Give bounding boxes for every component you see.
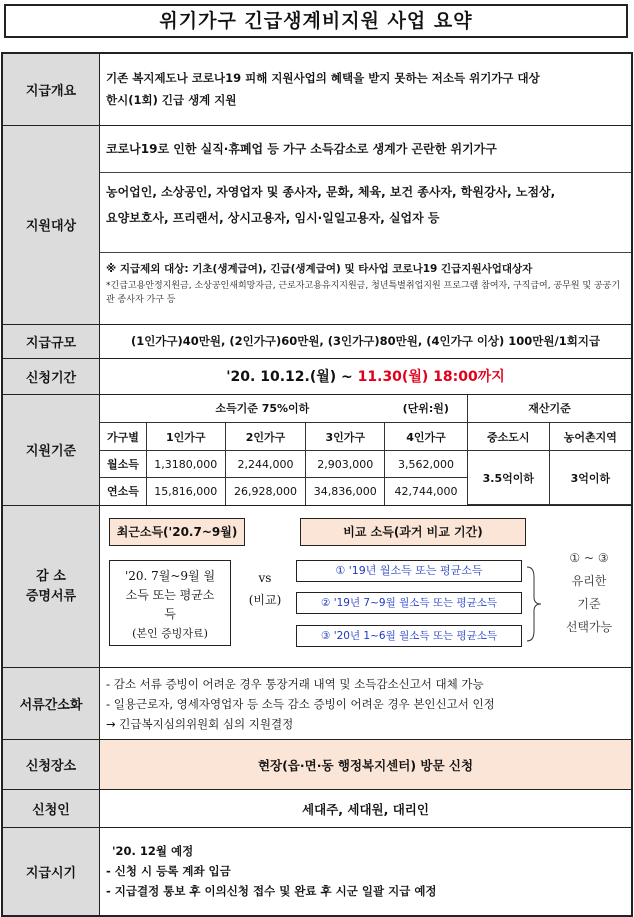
monthly-label: 월소득 — [100, 451, 146, 478]
overview-content — [100, 53, 633, 125]
recent-detail: '20. 7월~9월 월 소득 또는 평균소득 — [124, 568, 216, 621]
scale-text: (1인가구)40만원, (2인가구)60만원, (3인가구)80만원, (4인가구 이상) 100만원/1회지급 — [100, 324, 633, 358]
bracket-icon — [525, 565, 545, 643]
place-text: 현장(읍·면·동 행정복지센터) 방문 신청 — [100, 740, 633, 790]
simplify-label: 서류간소화 — [2, 668, 100, 740]
overview-line-2: 한시(1회) 긴급 생계 지원 — [106, 93, 237, 108]
target-line-3: 요양보호사, 프리랜서, 상시고용자, 임시·일일고용자, 실업자 등 — [106, 210, 440, 225]
col-1person: 1인가구 — [146, 423, 225, 451]
proof-label-1: 감 소 — [36, 568, 66, 584]
exclusion-title: ※ 지급제외 대상: 기초(생계급여), 긴급(생계급여) 및 타사업 코로나19 긴급지원사업대상자 — [106, 262, 533, 275]
option-1: ① '19년 월소득 또는 평균소득 — [296, 560, 522, 582]
overview-line-1: 기존 복지제도나 코로나19 피해 지원사업의 혜택을 받지 못하는 저소득 위기가구 대상 — [106, 71, 540, 86]
recent-sub: (본인 증빙자료) — [132, 626, 208, 640]
proof-label — [2, 506, 100, 668]
period-content — [100, 358, 633, 394]
proof-label-2: 증명서류 — [25, 588, 77, 604]
option-2: ② '19년 7~9월 월소득 또는 평균소득 — [296, 592, 522, 614]
choice-line-1: ① ~ ③ — [569, 550, 609, 565]
applicant-text: 세대주, 세대원, 대리인 — [100, 790, 633, 828]
target-content — [100, 125, 633, 324]
vs-sub: (비교) — [248, 592, 282, 607]
col-4person: 4인가구 — [385, 423, 468, 451]
applicant-label: 신청인 — [2, 790, 100, 828]
asset-col-rural: 농어촌지역 — [549, 423, 631, 451]
unit-label: (단위:원) — [385, 395, 468, 423]
monthly-4: 3,562,000 — [385, 451, 468, 478]
overview-label: 지급개요 — [2, 53, 100, 125]
annual-1: 15,816,000 — [146, 478, 225, 505]
monthly-1: 1,3180,000 — [146, 451, 225, 478]
annual-4: 42,744,000 — [385, 478, 468, 505]
simplify-line-1: - 감소 서류 증빙이 어려운 경우 통장거래 내역 및 소득감소신고서 대체 가능 — [106, 676, 484, 691]
criteria-table — [100, 395, 631, 506]
scale-label: 지급규모 — [2, 324, 100, 358]
vs-label: vs — [258, 570, 272, 585]
income-header: 소득기준 75%이하 — [100, 395, 385, 423]
monthly-3: 2,903,000 — [306, 451, 385, 478]
proof-content — [100, 506, 633, 668]
asset-col-city: 중소도시 — [467, 423, 549, 451]
asset-val-rural: 3억이하 — [549, 451, 631, 505]
choice-line-3: 기준 — [577, 596, 601, 611]
simplify-line-2: - 일용근로자, 영세자영업자 등 소득 감소 증빙이 어려운 경우 본인신고서 인정 — [106, 696, 495, 711]
page-title: 위기가구 긴급생계비지원 사업 요약 — [4, 4, 628, 38]
criteria-content — [100, 394, 633, 506]
annual-2: 26,928,000 — [225, 478, 306, 505]
compare-income-box: 비교 소득(과거 비교 기간) — [300, 518, 526, 546]
payment-content — [100, 828, 633, 916]
place-label: 신청장소 — [2, 740, 100, 790]
col-3person: 3인가구 — [306, 423, 385, 451]
payment-line-3: - 지급결정 통보 후 이의신청 접수 및 완료 후 시군 일괄 지급 예정 — [106, 884, 437, 899]
col-2person: 2인가구 — [225, 423, 306, 451]
choice-line-2: 유리한 — [571, 573, 607, 588]
payment-line-2: - 신청 시 등록 계좌 입금 — [106, 864, 231, 879]
asset-header: 재산기준 — [467, 395, 631, 423]
simplify-line-3: → 긴급복지심의위원회 심의 지원결정 — [106, 716, 294, 731]
target-line-2: 농어업인, 소상공인, 자영업자 및 종사자, 문화, 체육, 보건 종사자, 학원강사, 노점상, — [106, 184, 556, 199]
col-household: 가구별 — [100, 423, 146, 451]
annual-3: 34,836,000 — [306, 478, 385, 505]
monthly-2: 2,244,000 — [225, 451, 306, 478]
target-label: 지원대상 — [2, 125, 100, 324]
exclusion-note: *긴급고용안정지원금, 소상공인새희망자금, 근로자고용유지지원금, 청년특별취업지원 프로그램 참여자, 구직급여, 공무원 및 공공기관 종사자 가구 등 — [106, 280, 621, 305]
asset-val-city: 3.5억이하 — [467, 451, 549, 505]
choice-line-4: 선택가능 — [565, 619, 613, 634]
period-start: '20. 10.12.(월) ~ — [226, 369, 358, 385]
summary-table — [1, 52, 633, 917]
recent-income-box: 최근소득('20.7~9월) — [109, 518, 245, 546]
simplify-content — [100, 668, 633, 740]
period-end: 11.30(월) 18:00까지 — [357, 369, 505, 385]
criteria-label: 지원기준 — [2, 394, 100, 506]
option-3: ③ '20년 1~6월 월소득 또는 평균소득 — [296, 625, 522, 647]
payment-label: 지급시기 — [2, 828, 100, 916]
period-label: 신청기간 — [2, 358, 100, 394]
recent-detail-box — [109, 560, 231, 646]
annual-label: 연소득 — [100, 478, 146, 505]
target-line-1: 코로나19로 인한 실직·휴폐업 등 가구 소득감소로 생계가 곤란한 위기가구 — [106, 141, 497, 156]
payment-line-1: '20. 12월 예정 — [112, 844, 194, 859]
